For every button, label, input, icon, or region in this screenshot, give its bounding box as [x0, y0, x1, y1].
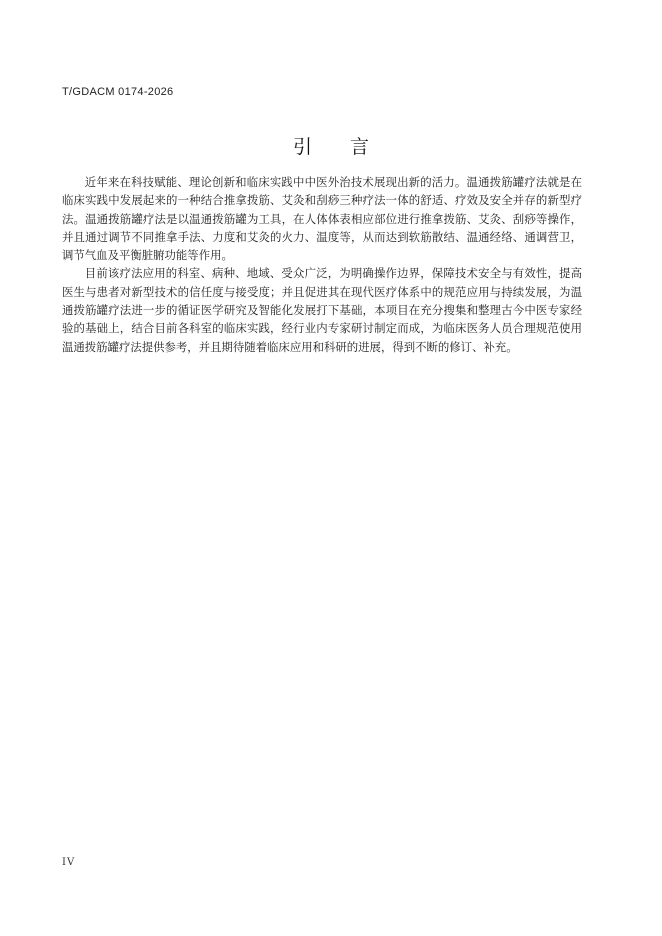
- standard-code: T/GDACM 0174-2026: [62, 86, 174, 98]
- body-text: [62, 173, 582, 356]
- page-number: IV: [62, 857, 76, 868]
- paragraph: 目前该疗法应用的科室、病种、地域、受众广泛，为明确操作边界，保障技术安全与有效性，提高医生与患者对新型技术的信任度与接受度；并且促进其在现代医疗体系中的规范应用与持续发展，为温通拨筋罐疗法进一步的循证医学研究及智能化发展打下基础，本项目在充分搜集和整理古今中医专家经验的基础上，结合目前各科室的临床实践，经行业内专家研讨制定而成，为临床医务人员合理规范使用温通拨筋罐疗法提供参考，并且期待随着临床应用和科研的进展，得到不断的修订、补充。: [62, 266, 582, 354]
- paragraph: 近年来在科技赋能、理论创新和临床实践中中医外治技术展现出新的活力。温通拨筋罐疗法就是在临床实践中发展起来的一种结合推拿拨筋、艾灸和刮痧三种疗法一体的舒适、疗效及安全并存的新型疗法。温通拨筋罐疗法是以温通拨筋罐为工具，在人体体表相应部位进行推拿拨筋、艾灸、刮痧等操作，并且通过调节不同推拿手法、力度和艾灸的火力、温度等，从而达到软筋散结、温通经络、通调营卫，调节气血及平衡脏腑功能等作用。: [62, 175, 582, 263]
- section-title: 引言: [292, 136, 407, 158]
